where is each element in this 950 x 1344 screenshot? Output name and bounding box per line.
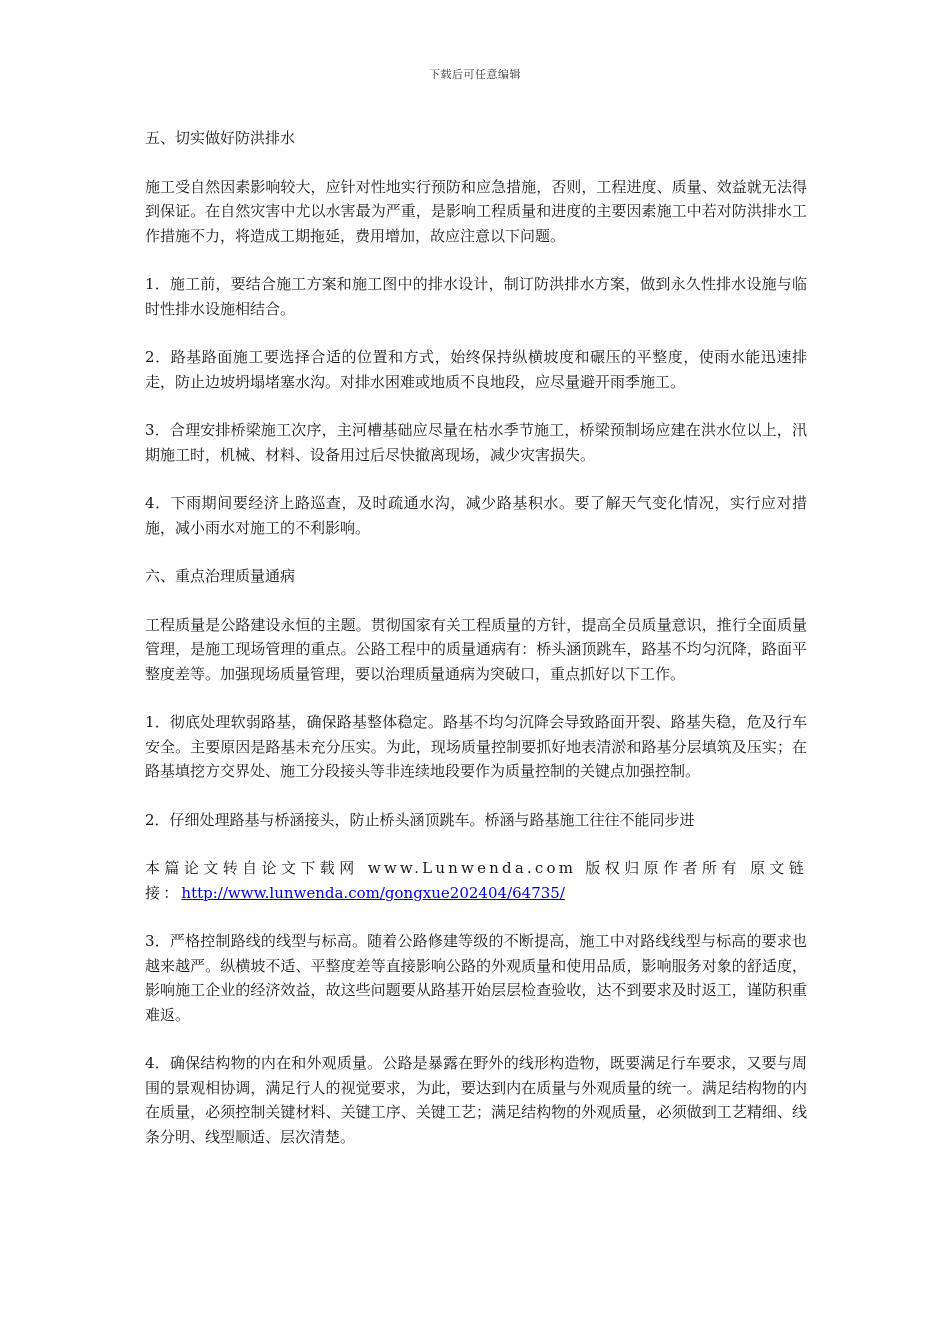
source-note-text: 本篇论文转自论文下载网 www.Lunwenda.com 版权归原作者所有 原文链接： bbox=[145, 859, 807, 902]
section-heading-quality: 六、重点治理质量通病 bbox=[145, 567, 296, 585]
page-header: 下载后可任意编辑 bbox=[429, 68, 521, 81]
source-note bbox=[145, 856, 807, 905]
paragraph-intro-flood: 施工受自然因素影响较大，应针对性地实行预防和应急措施，否则，工程进度、质量、效益就无法得到保证。在自然灾害中尤以水害最为严重，是影响工程质量和进度的主要因素施工中若对防洪排水工作措施不力，将造成工期拖延，费用增加，故应注意以下问题。 bbox=[145, 177, 807, 245]
paragraph-quality-item-2: 2．仔细处理路基与桥涵接头，防止桥头涵顶跳车。桥涵与路基施工往往不能同步进 bbox=[145, 810, 695, 829]
source-link[interactable]: http://www.lunwenda.com/gongxue202404/64735/ bbox=[181, 883, 565, 902]
paragraph-flood-item-3: 3．合理安排桥梁施工次序，主河槽基础应尽量在枯水季节施工，桥梁预制场应建在洪水位以上，汛期施工时，机械、材料、设备用过后尽快撤离现场，减少灾害损失。 bbox=[145, 421, 807, 464]
paragraph-flood-item-2: 2．路基路面施工要选择合适的位置和方式，始终保持纵横坡度和碾压的平整度，使雨水能迅速排走，防止边坡坍塌堵塞水沟。对排水困难或地质不良地段，应尽量避开雨季施工。 bbox=[145, 348, 807, 391]
paragraph-quality-item-1: 1．彻底处理软弱路基，确保路基整体稳定。路基不均匀沉降会导致路面开裂、路基失稳，危及行车安全。主要原因是路基未充分压实。为此，现场质量控制要抓好地表清淤和路基分层填筑及压实；在路基填挖方交界处、施工分段接头等非连续地段要作为质量控制的关键点加强控制。 bbox=[145, 713, 807, 780]
paragraph-quality-item-4: 4．确保结构物的内在和外观质量。公路是暴露在野外的线形构造物，既要满足行车要求，又要与周围的景观相协调，满足行人的视觉要求，为此，要达到内在质量与外观质量的统一。满足结构物的内在质量，必须控制关键材料、关键工序、关键工艺；满足结构物的外观质量，必须做到工艺精细、线条分明、线型顺适、层次清楚。 bbox=[145, 1054, 807, 1146]
paragraph-flood-item-1: 1．施工前，要结合施工方案和施工图中的排水设计，制订防洪排水方案，做到永久性排水设施与临时性排水设施相结合。 bbox=[145, 275, 807, 318]
paragraph-intro-quality: 工程质量是公路建设永恒的主题。贯彻国家有关工程质量的方针，提高全员质量意识，推行全面质量管理，是施工现场管理的重点。公路工程中的质量通病有：桥头涵顶跳车，路基不均匀沉降，路面平整度差等。加强现场质量管理，要以治理质量通病为突破口，重点抓好以下工作。 bbox=[145, 615, 807, 683]
paragraph-flood-item-4: 4．下雨期间要经济上路巡查，及时疏通水沟，减少路基积水。要了解天气变化情况，实行应对措施，减小雨水对施工的不利影响。 bbox=[145, 494, 807, 537]
section-heading-flood-drainage: 五、切实做好防洪排水 bbox=[145, 129, 296, 147]
document-body bbox=[145, 126, 807, 1173]
paragraph-quality-item-3: 3．严格控制路线的线型与标高。随着公路修建等级的不断提高，施工中对路线线型与标高的要求也越来越严。纵横坡不适、平整度差等直接影响公路的外观质量和使用品质，影响服务对象的舒适度，影响施工企业的经济效益，故这些问题要从路基开始层层检查验收，达不到要求及时返工，谨防积重难返。 bbox=[145, 932, 807, 1024]
